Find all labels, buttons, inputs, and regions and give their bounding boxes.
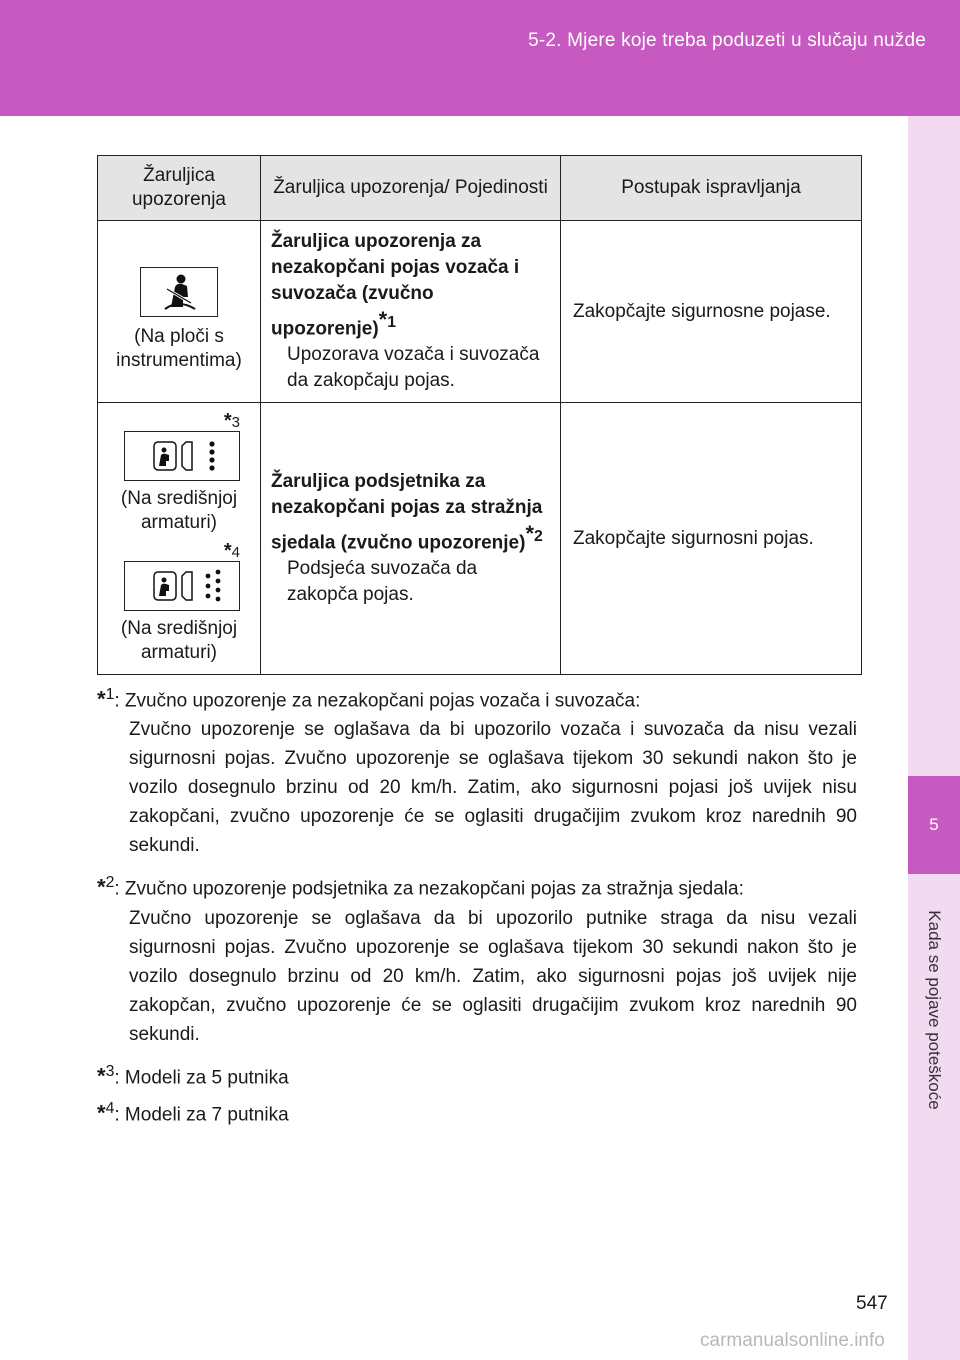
asterisk-mark: *: [97, 1062, 106, 1088]
footnote-number: 4: [105, 1099, 115, 1117]
lamp-title: Žaruljica podsjetnika za nezakopčani pojas za stražnja sjedala (zvučno upozorenje): [271, 471, 543, 554]
footnote-ref: 2: [534, 528, 543, 546]
footnote-ref: 1: [387, 314, 397, 331]
lamp-ref-b: *4: [223, 539, 240, 562]
detail-cell: [261, 221, 561, 403]
footnote-heading: : Zvučno upozorenje za nezakopčani pojas vozača i suvozača:: [114, 690, 641, 712]
table-header-row: [98, 156, 862, 221]
footnote: [97, 868, 857, 1048]
footnote-body: Zvučno upozorenje se oglašava da bi upozorilo vozača i suvozača da nisu vezali sigurnosni pojas. Zvučno upozorenje se oglašava tijekom 30 sekundi nakon što je vozilo dosegnulo brzinu od 20 km/h. Zatim, ako sigurnosni pojasi još uvijek nisu zakopčani, zvučno upozorenje će se oglasiti drugačijim zvukom kroz narednih 90 sekundi.: [129, 719, 857, 857]
chapter-title: Kada se pojave poteškoće: [925, 910, 944, 1110]
header-band: [0, 0, 960, 116]
asterisk-mark: *: [97, 874, 106, 900]
asterisk-mark: *: [525, 521, 534, 547]
table-row: [98, 403, 862, 675]
footnote: [97, 680, 857, 860]
action-cell: Zakopčajte sigurnosne pojase.: [561, 221, 862, 403]
lamp-detail: Podsjeća suvozača da zakopča pojas.: [287, 558, 478, 606]
footnotes: [97, 680, 857, 1137]
header-details: Žaruljica upozorenja/ Pojedinosti: [261, 156, 561, 221]
footnote: [97, 1057, 857, 1092]
section-title: 5-2. Mjere koje treba poduzeti u slučaju nužde: [528, 30, 926, 51]
rear-seatbelt-reminder-icon: [124, 561, 240, 611]
header-warning-light: Žaruljica upozorenja: [98, 156, 261, 221]
footnote: [97, 1094, 857, 1129]
table-row: [98, 221, 862, 403]
footnote-number: 1: [105, 686, 115, 703]
lamp-title: Žaruljica upozorenja za nezakopčani pojas vozača i suvozača (zvučno upozorenje): [271, 231, 520, 340]
detail-cell: [261, 403, 561, 675]
footnote-number: 3: [105, 1062, 115, 1080]
asterisk-mark: *: [378, 307, 388, 332]
seatbelt-warning-icon: [140, 267, 218, 317]
asterisk-mark: *: [97, 686, 106, 712]
lamp-caption: (Na ploči s instrumentima): [116, 325, 242, 371]
footnote-heading: : Zvučno upozorenje podsjetnika za nezakopčani pojas za stražnja sjedala:: [114, 878, 744, 900]
lamp-cell: [98, 403, 261, 675]
watermark: carmanualsonline.info: [700, 1330, 885, 1351]
lamp-caption: (Na središnjoj armaturi): [120, 487, 238, 533]
lamp-ref-a: *3: [223, 409, 240, 432]
footnote-heading: : Modeli za 5 putnika: [114, 1066, 289, 1088]
lamp-cell: [98, 221, 261, 403]
lamp-caption: (Na središnjoj armaturi): [120, 617, 238, 663]
rear-seatbelt-reminder-icon: [124, 431, 240, 481]
warning-lights-table: [97, 155, 862, 675]
page-number: 547: [856, 1293, 888, 1314]
header-corrective-action: Postupak ispravljanja: [561, 156, 862, 221]
chapter-number: 5: [908, 776, 960, 874]
action-cell: Zakopčajte sigurnosni pojas.: [561, 403, 862, 675]
chapter-side-tab: [908, 116, 960, 1360]
footnote-number: 2: [105, 874, 115, 892]
footnote-heading: : Modeli za 7 putnika: [114, 1104, 289, 1126]
asterisk-mark: *: [97, 1100, 106, 1126]
lamp-detail: Upozorava vozača i suvozača da zakopčaju pojas.: [287, 344, 540, 392]
footnote-body: Zvučno upozorenje se oglašava da bi upozorilo putnike straga da nisu vezali sigurnosni pojas. Zvučno upozorenje se oglašava tijekom 30 sekundi nakon što je vozilo dosegnulo brzinu od 20 km/h. Zatim, ako sigurnosni pojas još uvijek nije zakopčan, zvučno upozorenje će se oglasiti drugačijim zvukom kroz narednih 90 sekundi.: [129, 907, 857, 1045]
